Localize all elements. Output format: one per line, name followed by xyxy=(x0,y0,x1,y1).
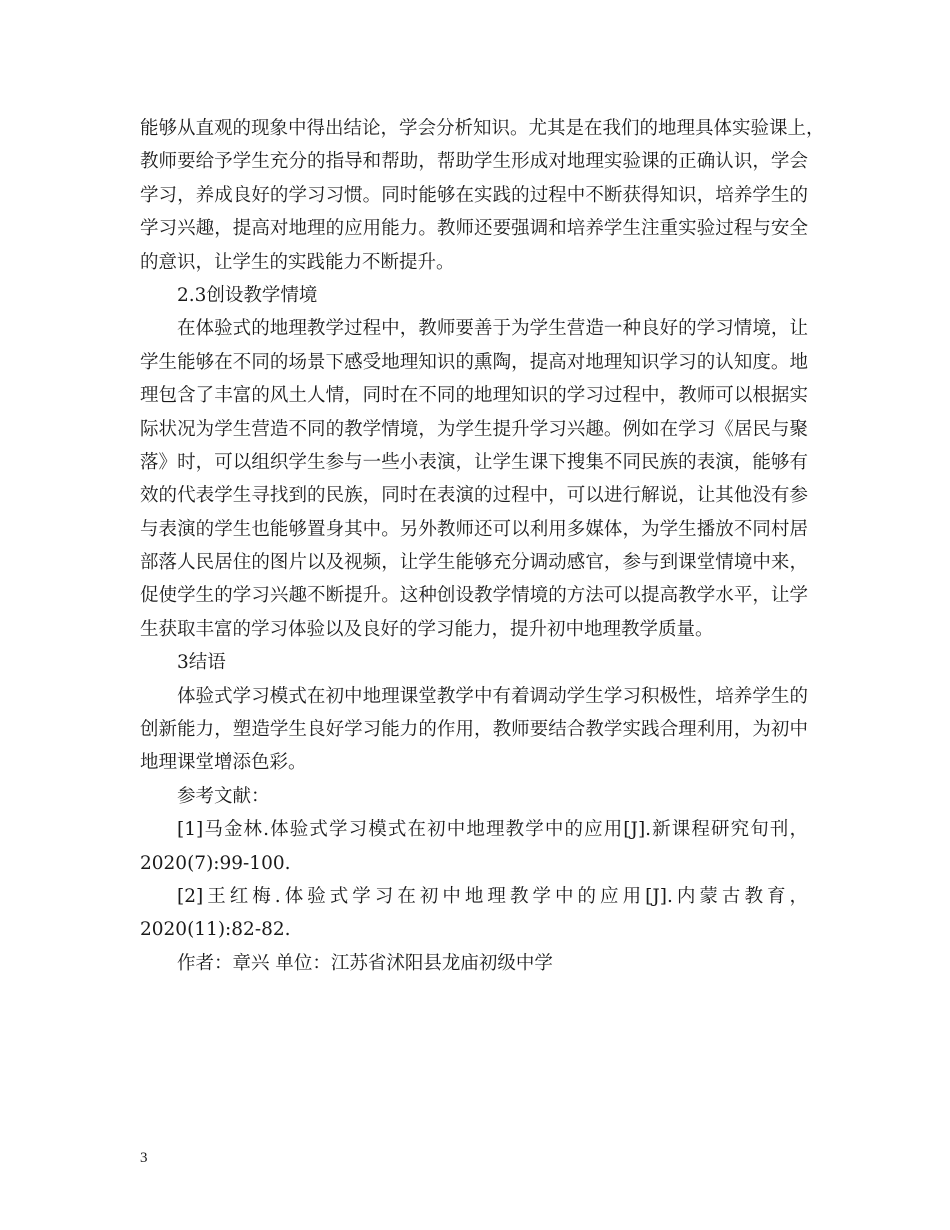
text-line: 学习兴趣，提高对地理的应用能力。教师还要强调和培养学生注重实验过程与安全 xyxy=(140,218,808,240)
author-line: 作者：章兴 单位：江苏省沭阳县龙庙初级中学 xyxy=(177,952,553,974)
text-line: 部落人民居住的图片以及视频，让学生能够充分调动感官，参与到课堂情境中来， xyxy=(140,552,808,574)
reference-line: 2020(7):99-100. xyxy=(140,852,291,874)
paragraph-conclusion xyxy=(140,680,808,780)
text-line: 效的代表学生寻找到的民族，同时在表演的过程中，可以进行解说，让其他没有参 xyxy=(140,485,808,507)
paragraph-experiment-guidance xyxy=(140,112,825,279)
text-line: 际状况为学生营造不同的教学情境，为学生提升学习兴趣。例如在学习《居民与聚 xyxy=(140,418,808,440)
text-line: 促使学生的学习兴趣不断提升。这种创设教学情境的方法可以提高教学水平，让学 xyxy=(140,585,808,607)
page-number: 3 xyxy=(140,1150,148,1166)
text-line: 学习，养成良好的学习习惯。同时能够在实践的过程中不断获得知识，培养学生的 xyxy=(140,184,808,206)
reference-item xyxy=(140,880,808,947)
section-heading-2-3: 2.3创设教学情境 xyxy=(177,284,318,306)
text-line: 教师要给予学生充分的指导和帮助，帮助学生形成对地理实验课的正确认识，学会 xyxy=(140,151,808,173)
paragraph-teaching-situation xyxy=(140,312,808,646)
reference-line: 2020(11):82-82. xyxy=(140,919,291,941)
text-line: 理包含了丰富的风土人情，同时在不同的地理知识的学习过程中，教师可以根据实 xyxy=(140,385,808,407)
reference-line: [2]王红梅.体验式学习在初中地理教学中的应用[J].内蒙古教育， xyxy=(177,885,808,907)
text-line: 与表演的学生也能够置身其中。另外教师还可以利用多媒体，为学生播放不同村居 xyxy=(140,518,808,540)
text-line: 生获取丰富的学习体验以及良好的学习能力，提升初中地理教学质量。 xyxy=(140,618,714,640)
text-line: 体验式学习模式在初中地理课堂教学中有着调动学生学习积极性，培养学生的 xyxy=(177,685,808,707)
text-line: 能够从直观的现象中得出结论，学会分析知识。尤其是在我们的地理具体实验课上， xyxy=(140,118,825,139)
text-line: 创新能力，塑造学生良好学习能力的作用，教师要结合教学实践合理利用，为初中 xyxy=(140,719,808,741)
section-heading-3: 3结语 xyxy=(177,652,226,674)
reference-item xyxy=(140,813,808,880)
text-line: 的意识，让学生的实践能力不断提升。 xyxy=(140,251,455,273)
text-line: 学生能够在不同的场景下感受地理知识的熏陶，提高对地理知识学习的认知度。地 xyxy=(140,351,808,373)
references-heading: 参考文献： xyxy=(177,785,270,807)
document-body xyxy=(140,112,825,980)
text-line: 在体验式的地理教学过程中，教师要善于为学生营造一种良好的学习情境，让 xyxy=(177,318,808,340)
reference-line: [1]马金林.体验式学习模式在初中地理教学中的应用[J].新课程研究旬刊， xyxy=(177,819,808,841)
text-line: 地理课堂增添色彩。 xyxy=(140,752,307,774)
text-line: 落》时，可以组织学生参与一些小表演，让学生课下搜集不同民族的表演，能够有 xyxy=(140,451,808,473)
